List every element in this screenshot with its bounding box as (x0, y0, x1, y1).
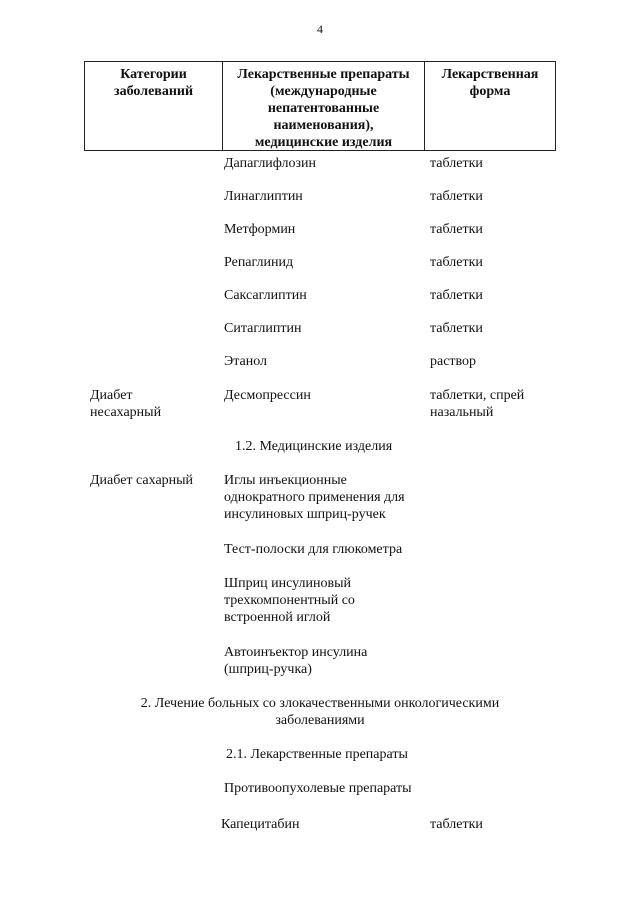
table-header (84, 61, 556, 151)
device-name: встроенной иглой (224, 610, 331, 625)
drug-form: таблетки (430, 156, 483, 171)
drug-form: раствор (430, 354, 477, 369)
drug-form: назальный (430, 405, 494, 420)
drug-name: Метформин (224, 222, 296, 237)
drug-form: таблетки (430, 255, 483, 270)
drug-form: таблетки (430, 189, 483, 204)
drug-form: таблетки (430, 288, 483, 303)
drug-form: таблетки (430, 817, 483, 832)
page-number: 4 (317, 22, 323, 36)
device-name: однократного применения для (224, 490, 405, 505)
drug-form: таблетки, спрей (430, 388, 525, 403)
drug-form: таблетки (430, 222, 483, 237)
section-heading: 2. Лечение больных со злокачественными онкологическими (140, 696, 500, 711)
device-name: (шприц-ручка) (224, 662, 312, 677)
header-category: Категории заболеваний (113, 67, 194, 99)
device-name: инсулиновых шприц-ручек (224, 507, 386, 522)
group-heading: Противоопухолевые препараты (224, 781, 412, 796)
drug-name: Капецитабин (221, 817, 300, 832)
drug-name: Этанол (224, 354, 268, 369)
device-name: трехкомпонентный со (224, 593, 355, 608)
drug-name: Саксаглиптин (224, 288, 307, 303)
category-label: несахарный (90, 405, 162, 420)
header-drugs: Лекарственные препараты (международные непатентованные наименования), медицинские изделия (222, 62, 424, 150)
drug-form: таблетки (430, 321, 483, 336)
section-heading: заболеваниями (275, 713, 365, 728)
drug-name: Ситаглиптин (224, 321, 302, 336)
subsection-heading: 2.1. Лекарственные препараты (226, 747, 408, 762)
header-form: Лекарственная форма (424, 62, 555, 150)
category-label: Диабет сахарный (90, 473, 194, 488)
drug-name: Репаглинид (224, 255, 294, 270)
device-name: Иглы инъекционные (224, 473, 347, 488)
device-name: Тест-полоски для глюкометра (224, 542, 403, 557)
section-heading: 1.2. Медицинские изделия (235, 439, 393, 454)
drug-name: Линаглиптин (224, 189, 303, 204)
device-name: Автоинъектор инсулина (224, 645, 368, 660)
device-name: Шприц инсулиновый (224, 576, 351, 591)
drug-name: Десмопрессин (224, 388, 311, 403)
drug-name: Дапаглифлозин (224, 156, 317, 171)
category-label: Диабет (90, 388, 133, 403)
